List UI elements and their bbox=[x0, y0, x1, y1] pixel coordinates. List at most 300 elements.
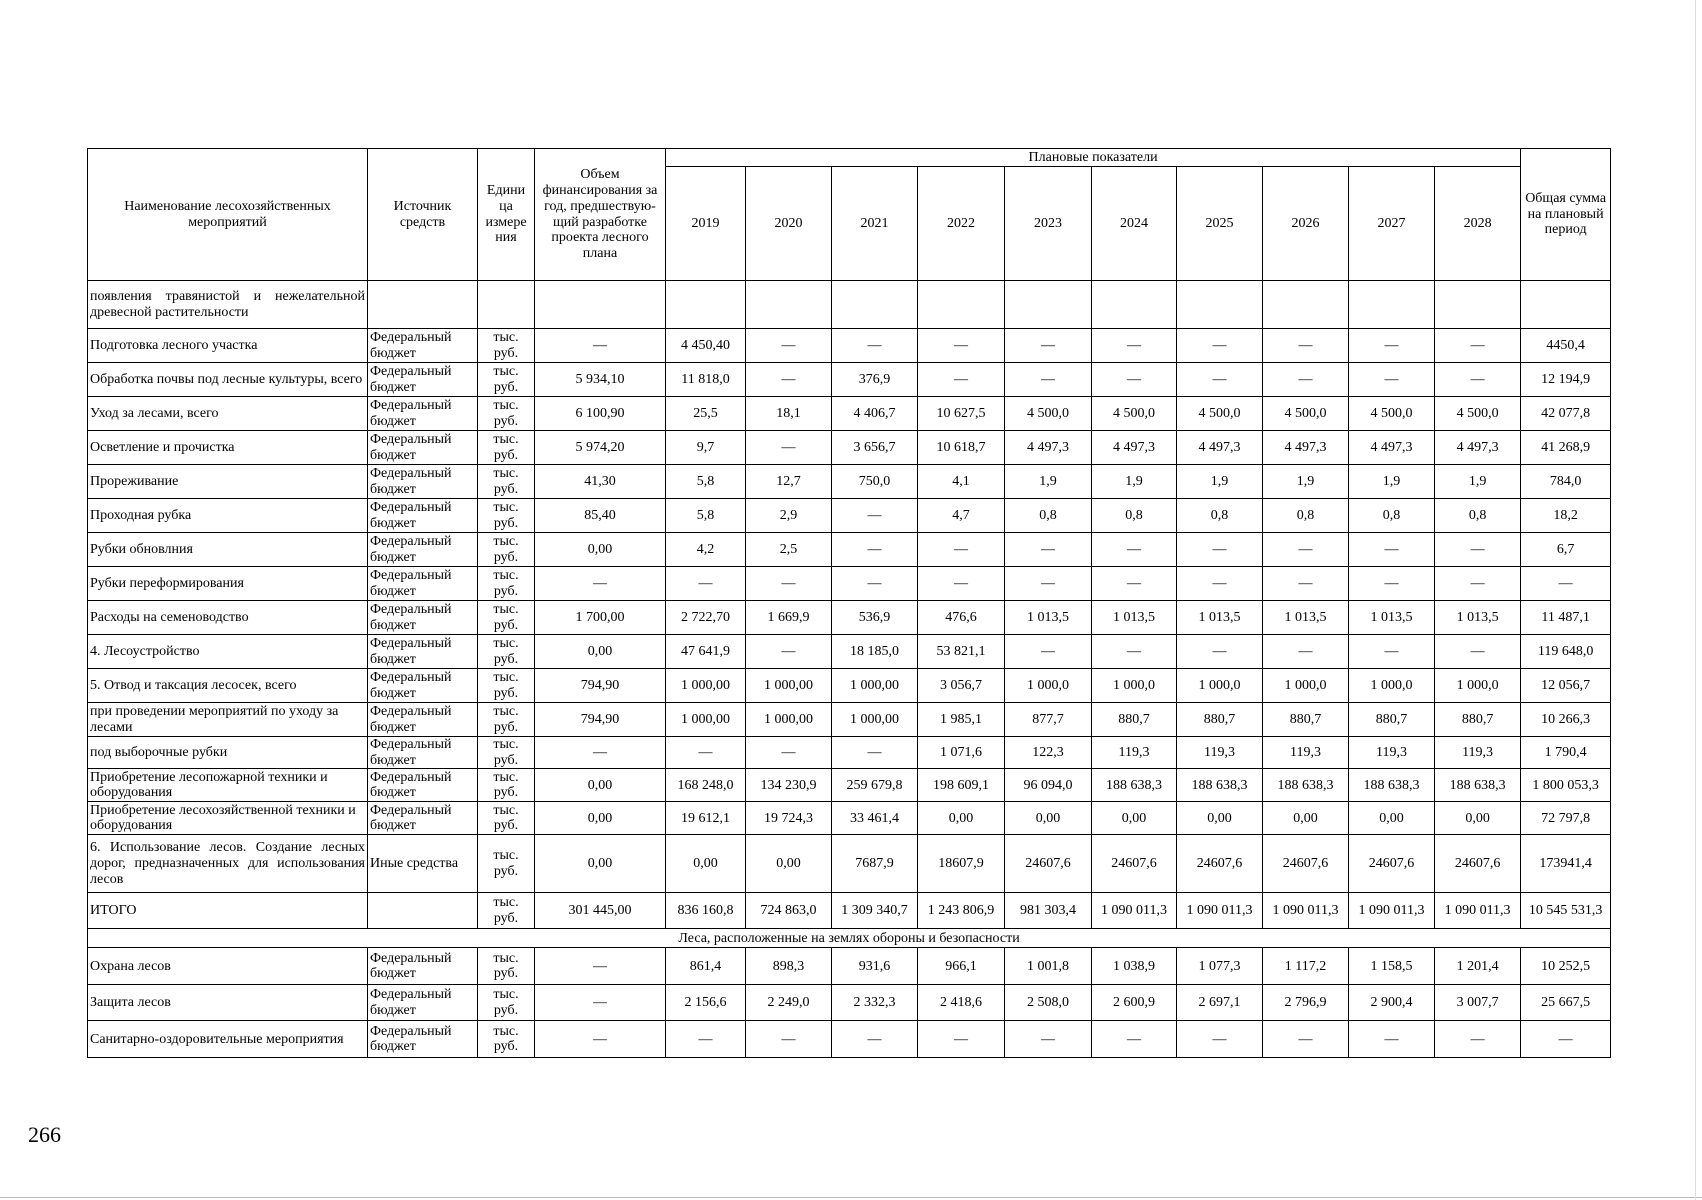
row-year-value: 188 638,3 bbox=[1263, 769, 1349, 802]
row-year-value: 0,00 bbox=[1263, 802, 1349, 835]
row-name: Санитарно-оздоровительные мероприятия bbox=[88, 1021, 368, 1058]
row-unit: тыс. руб. bbox=[478, 397, 535, 431]
row-year-value: 5,8 bbox=[666, 465, 746, 499]
row-year-value: 861,4 bbox=[666, 948, 746, 985]
row-year-value: 10 618,7 bbox=[918, 431, 1005, 465]
row-year-value: — bbox=[746, 329, 832, 363]
row-year-value: 1 000,00 bbox=[832, 703, 918, 737]
row-year-value: — bbox=[1349, 567, 1435, 601]
row-volume: 85,40 bbox=[535, 499, 666, 533]
row-year-value: 3 056,7 bbox=[918, 669, 1005, 703]
row-year-value: — bbox=[1349, 329, 1435, 363]
row-year-value: — bbox=[1177, 1021, 1263, 1058]
row-year-value: — bbox=[1005, 1021, 1092, 1058]
row-year-value: 2 249,0 bbox=[746, 985, 832, 1021]
row-year-value: — bbox=[1005, 567, 1092, 601]
row-year-value: 12,7 bbox=[746, 465, 832, 499]
row-year-value: 0,00 bbox=[1005, 802, 1092, 835]
row-year-value: 1 038,9 bbox=[1092, 948, 1177, 985]
row-year-value: — bbox=[1177, 533, 1263, 567]
row-source: Федеральный бюджет bbox=[368, 397, 478, 431]
row-year-value bbox=[1263, 281, 1349, 329]
row-volume: 6 100,90 bbox=[535, 397, 666, 431]
row-source: Федеральный бюджет bbox=[368, 567, 478, 601]
row-name: Уход за лесами, всего bbox=[88, 397, 368, 431]
table-body-defense-lands bbox=[88, 948, 1611, 1058]
row-volume: 5 934,10 bbox=[535, 363, 666, 397]
row-source bbox=[368, 893, 478, 929]
row-year-value: 3 007,7 bbox=[1435, 985, 1521, 1021]
row-year-value: 2 900,4 bbox=[1349, 985, 1435, 1021]
row-year-value: 24607,6 bbox=[1177, 835, 1263, 893]
row-total: 1 800 053,3 bbox=[1521, 769, 1611, 802]
row-year-value: 0,8 bbox=[1005, 499, 1092, 533]
row-year-value bbox=[1435, 281, 1521, 329]
row-year-value: 1 013,5 bbox=[1263, 601, 1349, 635]
row-year-value: 24607,6 bbox=[1435, 835, 1521, 893]
row-year-value: 18,1 bbox=[746, 397, 832, 431]
row-year-value: 0,00 bbox=[1092, 802, 1177, 835]
row-total: 41 268,9 bbox=[1521, 431, 1611, 465]
row-year-value: 4,7 bbox=[918, 499, 1005, 533]
row-year-value: 1 090 011,3 bbox=[1349, 893, 1435, 929]
row-source: Федеральный бюджет bbox=[368, 363, 478, 397]
row-year-value: — bbox=[1349, 635, 1435, 669]
row-total: 12 194,9 bbox=[1521, 363, 1611, 397]
row-name: Приобретение лесопожарной техники и оборудования bbox=[88, 769, 368, 802]
row-source: Федеральный бюджет bbox=[368, 1021, 478, 1058]
row-year-value: 931,6 bbox=[832, 948, 918, 985]
header-year: 2023 bbox=[1005, 167, 1092, 281]
row-year-value: 188 638,3 bbox=[1092, 769, 1177, 802]
row-year-value: 0,00 bbox=[1177, 802, 1263, 835]
row-year-value: 1 090 011,3 bbox=[1092, 893, 1177, 929]
row-year-value: — bbox=[1263, 635, 1349, 669]
row-year-value: 1 201,4 bbox=[1435, 948, 1521, 985]
row-year-value: 1 000,0 bbox=[1263, 669, 1349, 703]
header-source: Источник средств bbox=[368, 149, 478, 281]
row-year-value: — bbox=[746, 363, 832, 397]
row-year-value: 4 500,0 bbox=[1177, 397, 1263, 431]
row-year-value: — bbox=[1177, 567, 1263, 601]
row-unit: тыс. руб. bbox=[478, 363, 535, 397]
header-year: 2027 bbox=[1349, 167, 1435, 281]
row-year-value: — bbox=[1092, 329, 1177, 363]
row-year-value: 1 243 806,9 bbox=[918, 893, 1005, 929]
row-year-value: — bbox=[666, 737, 746, 769]
row-year-value: 4 450,40 bbox=[666, 329, 746, 363]
row-year-value: — bbox=[832, 567, 918, 601]
row-source: Федеральный бюджет bbox=[368, 533, 478, 567]
row-name: Охрана лесов bbox=[88, 948, 368, 985]
row-year-value bbox=[1092, 281, 1177, 329]
row-year-value: 4 497,3 bbox=[1005, 431, 1092, 465]
table-row bbox=[88, 533, 1611, 567]
row-year-value: — bbox=[918, 363, 1005, 397]
row-year-value: — bbox=[832, 737, 918, 769]
row-year-value: — bbox=[832, 533, 918, 567]
header-year: 2025 bbox=[1177, 167, 1263, 281]
row-total: — bbox=[1521, 567, 1611, 601]
row-year-value: 2 697,1 bbox=[1177, 985, 1263, 1021]
row-year-value: 1 000,0 bbox=[1177, 669, 1263, 703]
row-year-value: 119,3 bbox=[1263, 737, 1349, 769]
row-name: Рубки обновлния bbox=[88, 533, 368, 567]
row-unit: тыс. руб. bbox=[478, 431, 535, 465]
row-year-value: 1 000,00 bbox=[746, 669, 832, 703]
row-year-value: — bbox=[1435, 329, 1521, 363]
row-source: Федеральный бюджет bbox=[368, 499, 478, 533]
section-body bbox=[88, 929, 1611, 948]
row-volume: — bbox=[535, 948, 666, 985]
row-volume: — bbox=[535, 329, 666, 363]
row-total: 18,2 bbox=[1521, 499, 1611, 533]
forestry-budget-table bbox=[87, 148, 1611, 1058]
row-year-value: 1 000,0 bbox=[1435, 669, 1521, 703]
table-row bbox=[88, 769, 1611, 802]
row-source: Федеральный бюджет bbox=[368, 669, 478, 703]
row-year-value: 25,5 bbox=[666, 397, 746, 431]
row-source: Федеральный бюджет bbox=[368, 431, 478, 465]
row-year-value: — bbox=[1092, 363, 1177, 397]
row-year-value: 898,3 bbox=[746, 948, 832, 985]
row-year-value: 9,7 bbox=[666, 431, 746, 465]
row-year-value: 4 500,0 bbox=[1005, 397, 1092, 431]
row-year-value: 1,9 bbox=[1005, 465, 1092, 499]
row-year-value: 880,7 bbox=[1092, 703, 1177, 737]
row-source: Федеральный бюджет bbox=[368, 465, 478, 499]
row-year-value bbox=[1177, 281, 1263, 329]
header-year: 2024 bbox=[1092, 167, 1177, 281]
row-name: Прореживание bbox=[88, 465, 368, 499]
row-source: Федеральный бюджет bbox=[368, 703, 478, 737]
row-year-value bbox=[746, 281, 832, 329]
row-year-value: — bbox=[1435, 533, 1521, 567]
row-name: появления травянистой и нежелательной древесной растительности bbox=[88, 281, 368, 329]
row-unit: тыс. руб. bbox=[478, 465, 535, 499]
row-year-value: 4 497,3 bbox=[1263, 431, 1349, 465]
header-year: 2021 bbox=[832, 167, 918, 281]
row-total: 10 266,3 bbox=[1521, 703, 1611, 737]
row-year-value: 0,8 bbox=[1092, 499, 1177, 533]
row-year-value: — bbox=[746, 567, 832, 601]
row-year-value: 168 248,0 bbox=[666, 769, 746, 802]
row-year-value: 188 638,3 bbox=[1435, 769, 1521, 802]
row-year-value bbox=[918, 281, 1005, 329]
row-year-value bbox=[1005, 281, 1092, 329]
header-year: 2020 bbox=[746, 167, 832, 281]
row-year-value: 880,7 bbox=[1263, 703, 1349, 737]
row-total: 72 797,8 bbox=[1521, 802, 1611, 835]
row-unit: тыс. руб. bbox=[478, 601, 535, 635]
row-unit bbox=[478, 281, 535, 329]
row-source bbox=[368, 281, 478, 329]
row-year-value: 1 090 011,3 bbox=[1435, 893, 1521, 929]
row-year-value: 4 406,7 bbox=[832, 397, 918, 431]
row-year-value: 1 000,0 bbox=[1092, 669, 1177, 703]
row-year-value: 1 090 011,3 bbox=[1263, 893, 1349, 929]
row-year-value: 1 000,00 bbox=[832, 669, 918, 703]
row-year-value: — bbox=[1005, 635, 1092, 669]
row-year-value: 880,7 bbox=[1349, 703, 1435, 737]
row-year-value: — bbox=[1177, 635, 1263, 669]
row-year-value: — bbox=[1092, 635, 1177, 669]
row-total: 173941,4 bbox=[1521, 835, 1611, 893]
row-source: Федеральный бюджет bbox=[368, 985, 478, 1021]
row-year-value bbox=[832, 281, 918, 329]
row-year-value: — bbox=[1005, 533, 1092, 567]
table-row bbox=[88, 669, 1611, 703]
row-year-value: 24607,6 bbox=[1092, 835, 1177, 893]
row-unit: тыс. руб. bbox=[478, 635, 535, 669]
row-year-value: — bbox=[746, 737, 832, 769]
row-name: Приобретение лесохозяйственной техники и оборудования bbox=[88, 802, 368, 835]
row-volume: 0,00 bbox=[535, 635, 666, 669]
row-year-value: 0,00 bbox=[1435, 802, 1521, 835]
row-volume: 41,30 bbox=[535, 465, 666, 499]
table-body bbox=[88, 281, 1611, 929]
row-year-value: 4 497,3 bbox=[1092, 431, 1177, 465]
row-year-value: 19 612,1 bbox=[666, 802, 746, 835]
row-year-value: — bbox=[1263, 329, 1349, 363]
row-volume: 794,90 bbox=[535, 669, 666, 703]
row-unit: тыс. руб. bbox=[478, 329, 535, 363]
bottom-scan-line bbox=[0, 1197, 1702, 1198]
forestry-budget-table-container bbox=[87, 148, 1610, 1058]
row-year-value: 24607,6 bbox=[1005, 835, 1092, 893]
row-name: Осветление и прочистка bbox=[88, 431, 368, 465]
row-year-value: 2 332,3 bbox=[832, 985, 918, 1021]
table-row bbox=[88, 635, 1611, 669]
table-row bbox=[88, 802, 1611, 835]
row-year-value: 724 863,0 bbox=[746, 893, 832, 929]
row-unit: тыс. руб. bbox=[478, 1021, 535, 1058]
header-volume: Объем финансирования за год, предшествую- щий разработке проекта лесного плана bbox=[535, 149, 666, 281]
row-year-value: 1 013,5 bbox=[1005, 601, 1092, 635]
header-unit: Едини ца измере ния bbox=[478, 149, 535, 281]
row-year-value: 2 600,9 bbox=[1092, 985, 1177, 1021]
header-year: 2028 bbox=[1435, 167, 1521, 281]
table-row bbox=[88, 363, 1611, 397]
row-year-value: 2 796,9 bbox=[1263, 985, 1349, 1021]
section-title: Леса, расположенные на землях обороны и безопасности bbox=[88, 929, 1611, 948]
row-total bbox=[1521, 281, 1611, 329]
row-year-value: 1 000,00 bbox=[666, 669, 746, 703]
row-year-value: — bbox=[1263, 363, 1349, 397]
row-year-value: 3 656,7 bbox=[832, 431, 918, 465]
table-row bbox=[88, 893, 1611, 929]
row-name: Обработка почвы под лесные культуры, всего bbox=[88, 363, 368, 397]
row-volume: 0,00 bbox=[535, 802, 666, 835]
row-year-value: 53 821,1 bbox=[918, 635, 1005, 669]
row-volume: 0,00 bbox=[535, 835, 666, 893]
row-year-value: 1 000,0 bbox=[1005, 669, 1092, 703]
row-year-value: 188 638,3 bbox=[1349, 769, 1435, 802]
row-total: 119 648,0 bbox=[1521, 635, 1611, 669]
row-year-value: — bbox=[746, 635, 832, 669]
row-year-value: 1,9 bbox=[1349, 465, 1435, 499]
row-year-value: 2 508,0 bbox=[1005, 985, 1092, 1021]
table-row bbox=[88, 985, 1611, 1021]
row-total: 10 545 531,3 bbox=[1521, 893, 1611, 929]
row-total: 10 252,5 bbox=[1521, 948, 1611, 985]
row-year-value: 0,00 bbox=[1349, 802, 1435, 835]
row-year-value: — bbox=[1435, 567, 1521, 601]
row-year-value bbox=[666, 281, 746, 329]
row-year-value: 877,7 bbox=[1005, 703, 1092, 737]
row-year-value: — bbox=[918, 1021, 1005, 1058]
row-year-value: 536,9 bbox=[832, 601, 918, 635]
row-year-value: — bbox=[832, 329, 918, 363]
row-year-value: — bbox=[1177, 329, 1263, 363]
row-name: Подготовка лесного участка bbox=[88, 329, 368, 363]
row-year-value: 119,3 bbox=[1435, 737, 1521, 769]
row-volume: 5 974,20 bbox=[535, 431, 666, 465]
table-row bbox=[88, 601, 1611, 635]
row-unit: тыс. руб. bbox=[478, 802, 535, 835]
row-year-value: 0,8 bbox=[1177, 499, 1263, 533]
row-volume bbox=[535, 281, 666, 329]
row-year-value: 47 641,9 bbox=[666, 635, 746, 669]
row-year-value: 4 500,0 bbox=[1263, 397, 1349, 431]
row-year-value: 188 638,3 bbox=[1177, 769, 1263, 802]
row-unit: тыс. руб. bbox=[478, 669, 535, 703]
row-year-value: 1 071,6 bbox=[918, 737, 1005, 769]
row-year-value: 1 000,0 bbox=[1349, 669, 1435, 703]
row-year-value: 880,7 bbox=[1435, 703, 1521, 737]
row-year-value: 1 309 340,7 bbox=[832, 893, 918, 929]
row-volume: — bbox=[535, 737, 666, 769]
row-year-value: 2,9 bbox=[746, 499, 832, 533]
row-year-value: 4 500,0 bbox=[1435, 397, 1521, 431]
row-year-value: 1,9 bbox=[1177, 465, 1263, 499]
row-volume: 794,90 bbox=[535, 703, 666, 737]
row-total: 6,7 bbox=[1521, 533, 1611, 567]
row-year-value: 134 230,9 bbox=[746, 769, 832, 802]
header-year: 2019 bbox=[666, 167, 746, 281]
row-year-value: 966,1 bbox=[918, 948, 1005, 985]
row-volume: 1 700,00 bbox=[535, 601, 666, 635]
row-year-value: 1 669,9 bbox=[746, 601, 832, 635]
row-volume: 0,00 bbox=[535, 533, 666, 567]
row-year-value: 18 185,0 bbox=[832, 635, 918, 669]
table-row bbox=[88, 567, 1611, 601]
row-source: Федеральный бюджет bbox=[368, 802, 478, 835]
row-year-value: 476,6 bbox=[918, 601, 1005, 635]
row-year-value: 4 500,0 bbox=[1092, 397, 1177, 431]
row-year-value: — bbox=[1349, 363, 1435, 397]
row-year-value: 1 117,2 bbox=[1263, 948, 1349, 985]
table-row bbox=[88, 737, 1611, 769]
row-year-value: — bbox=[832, 499, 918, 533]
row-year-value: 33 461,4 bbox=[832, 802, 918, 835]
row-year-value: 10 627,5 bbox=[918, 397, 1005, 431]
table-row bbox=[88, 703, 1611, 737]
row-name: ИТОГО bbox=[88, 893, 368, 929]
row-total: 42 077,8 bbox=[1521, 397, 1611, 431]
row-year-value: — bbox=[746, 1021, 832, 1058]
header-name: Наименование лесохозяйственных мероприятий bbox=[88, 149, 368, 281]
row-year-value: 4,2 bbox=[666, 533, 746, 567]
row-year-value: — bbox=[1435, 635, 1521, 669]
header-planned: Плановые показатели bbox=[666, 149, 1521, 167]
row-year-value: — bbox=[1092, 1021, 1177, 1058]
table-row bbox=[88, 397, 1611, 431]
row-year-value: 880,7 bbox=[1177, 703, 1263, 737]
row-year-value: 7687,9 bbox=[832, 835, 918, 893]
row-year-value: 122,3 bbox=[1005, 737, 1092, 769]
row-year-value: 0,00 bbox=[746, 835, 832, 893]
table-header bbox=[88, 149, 1611, 281]
row-year-value: 1 077,3 bbox=[1177, 948, 1263, 985]
row-year-value: — bbox=[746, 431, 832, 465]
row-total: 11 487,1 bbox=[1521, 601, 1611, 635]
row-year-value: 1 985,1 bbox=[918, 703, 1005, 737]
row-year-value: 2 156,6 bbox=[666, 985, 746, 1021]
row-unit: тыс. руб. bbox=[478, 769, 535, 802]
row-year-value: 2 418,6 bbox=[918, 985, 1005, 1021]
row-year-value: 376,9 bbox=[832, 363, 918, 397]
row-unit: тыс. руб. bbox=[478, 948, 535, 985]
row-year-value: — bbox=[918, 567, 1005, 601]
row-name: Проходная рубка bbox=[88, 499, 368, 533]
row-year-value: 4 500,0 bbox=[1349, 397, 1435, 431]
table-row bbox=[88, 948, 1611, 985]
row-year-value: — bbox=[1092, 533, 1177, 567]
row-total: 12 056,7 bbox=[1521, 669, 1611, 703]
row-name: Расходы на семеноводство bbox=[88, 601, 368, 635]
row-volume: — bbox=[535, 567, 666, 601]
header-total: Общая сумма на плановый период bbox=[1521, 149, 1611, 281]
row-year-value: — bbox=[832, 1021, 918, 1058]
header-year: 2026 bbox=[1263, 167, 1349, 281]
row-year-value: 0,00 bbox=[918, 802, 1005, 835]
row-unit: тыс. руб. bbox=[478, 835, 535, 893]
row-year-value: — bbox=[918, 329, 1005, 363]
row-volume: — bbox=[535, 985, 666, 1021]
row-total: — bbox=[1521, 1021, 1611, 1058]
row-year-value: 1 000,00 bbox=[746, 703, 832, 737]
row-year-value: — bbox=[666, 567, 746, 601]
row-year-value: 1 001,8 bbox=[1005, 948, 1092, 985]
row-unit: тыс. руб. bbox=[478, 893, 535, 929]
row-year-value: 198 609,1 bbox=[918, 769, 1005, 802]
row-year-value: 1,9 bbox=[1435, 465, 1521, 499]
row-year-value: 4,1 bbox=[918, 465, 1005, 499]
row-year-value: 1 013,5 bbox=[1092, 601, 1177, 635]
row-volume: — bbox=[535, 1021, 666, 1058]
row-year-value: 5,8 bbox=[666, 499, 746, 533]
row-year-value: 4 497,3 bbox=[1435, 431, 1521, 465]
row-source: Федеральный бюджет bbox=[368, 329, 478, 363]
row-year-value: 2,5 bbox=[746, 533, 832, 567]
row-source: Федеральный бюджет bbox=[368, 635, 478, 669]
row-year-value: 1 013,5 bbox=[1349, 601, 1435, 635]
row-name: 6. Использование лесов. Создание лесных дорог, предназначенных для использования лесов bbox=[88, 835, 368, 893]
row-year-value: — bbox=[1263, 1021, 1349, 1058]
row-year-value: — bbox=[1005, 363, 1092, 397]
row-year-value: 750,0 bbox=[832, 465, 918, 499]
row-source: Федеральный бюджет bbox=[368, 601, 478, 635]
right-scan-edge bbox=[1695, 0, 1696, 1200]
row-name: 5. Отвод и таксация лесосек, всего bbox=[88, 669, 368, 703]
row-unit: тыс. руб. bbox=[478, 737, 535, 769]
row-year-value: 4 497,3 bbox=[1177, 431, 1263, 465]
row-volume: 301 445,00 bbox=[535, 893, 666, 929]
row-year-value: — bbox=[666, 1021, 746, 1058]
table-row bbox=[88, 329, 1611, 363]
row-unit: тыс. руб. bbox=[478, 985, 535, 1021]
